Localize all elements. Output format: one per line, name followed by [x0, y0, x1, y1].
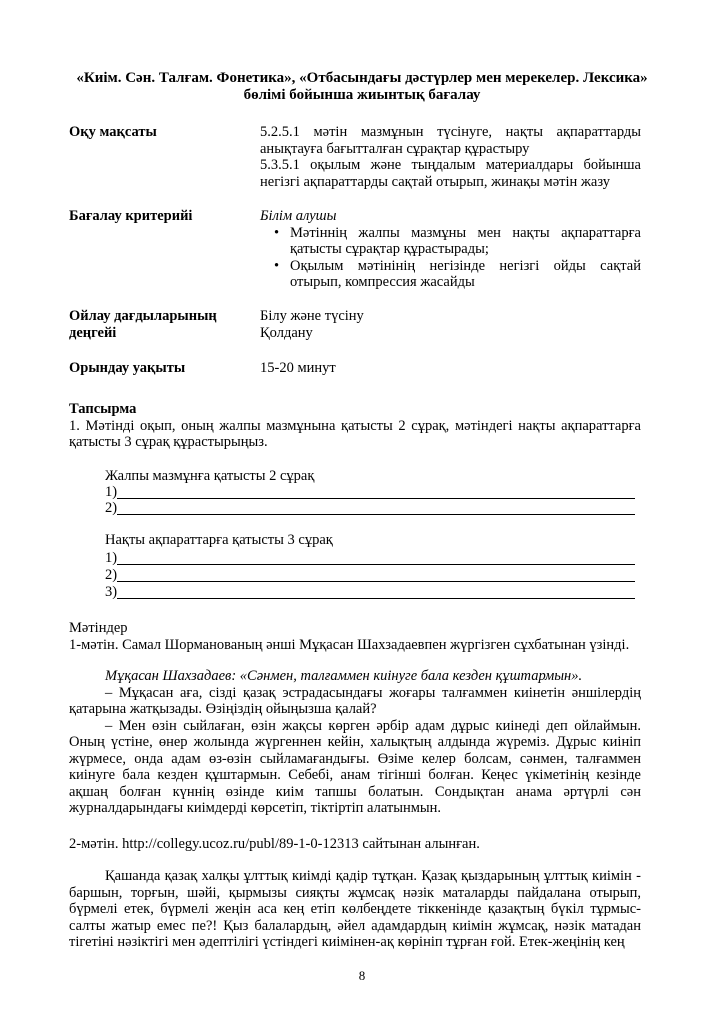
answer-line[interactable]: 2): [105, 500, 635, 517]
thinking-content: [260, 308, 641, 341]
criteria-row: [69, 208, 641, 292]
task-text: 1. Мәтінді оқып, оның жалпы мазмұнына қатысты 2 сұрақ, мәтіндегі нақты ақпараттарға қатысты 3 сұрақ құрастырыңыз.: [69, 417, 641, 450]
specific-questions-heading: Нақты ақпараттарға қатысты 3 сұрақ: [105, 532, 333, 548]
objectives-row: [69, 124, 641, 190]
thinking-row: [69, 308, 641, 344]
task-heading: Тапсырма: [69, 401, 137, 417]
thinking-item: Білу және түсіну: [260, 308, 364, 324]
objective-item: 5.3.5.1 оқылым және тыңдалым материалдары бойынша негізгі ақпараттарды сақтай отырып, жинақы мәтін жазу: [260, 157, 641, 190]
text1-paragraph: – Мұқасан аға, сізді қазақ эстрадасындағы жоғары талғаммен киінетін әншілердің қатарына жатқызады. Өзіңіздің ойыңызша қалай?: [69, 684, 641, 717]
document-title: [60, 70, 664, 104]
title-line-1: «Киім. Сән. Талғам. Фонетика», «Отбасындағы дәстүрлер мен мерекелер. Лексика»: [76, 70, 648, 86]
text2-source: 2-мәтін. http://collegy.ucoz.ru/publ/89-1-0-12313 сайтынан алынған.: [69, 836, 480, 852]
answer-line[interactable]: 2): [105, 567, 635, 584]
general-questions-heading: Жалпы мазмұнға қатысты 2 сұрақ: [105, 468, 315, 484]
thinking-label: Ойлау дағдыларының деңгейі: [69, 308, 217, 341]
texts-heading: Мәтіндер: [69, 620, 128, 636]
objective-item: 5.2.5.1 мәтін мазмұнын түсінуге, нақты ақпараттарды анықтауға бағытталған сұрақтар құрастыру: [260, 124, 641, 157]
criteria-content: [260, 208, 641, 291]
time-value: 15-20 минут: [260, 360, 336, 376]
text1-body: [69, 668, 641, 817]
criteria-item: • Оқылым мәтінінің негізінде негізгі ойды сақтай отырып, компрессия жасайды: [260, 258, 641, 291]
criteria-intro: Білім алушы: [260, 208, 337, 224]
objectives-label: Оқу мақсаты: [69, 124, 157, 140]
objectives-content: [260, 124, 641, 190]
answer-line[interactable]: 3): [105, 584, 635, 601]
text1-source: 1-мәтін. Самал Шорманованың әнші Мұқасан Шахзадаевпен жүргізген сұхбатынан үзінді.: [69, 636, 630, 653]
time-row: [69, 360, 641, 378]
answer-line[interactable]: 1): [105, 550, 635, 567]
task-section: [69, 401, 641, 451]
criteria-label: Бағалау критерийі: [69, 208, 193, 224]
criteria-item: • Мәтіннің жалпы мазмұны мен нақты ақпараттарға қатысты сұрақтар құрастырады;: [260, 225, 641, 258]
text1-paragraph: – Мен өзін сыйлаған, өзін жақсы көрген әрбір адам дұрыс киінеді деп ойлаймын. Оның үстіне, өнер жолында жүргеннен кейін, халықтың алдында жүреміз. Дұрыс киініп жүрмесе, онда адам өз-өзін сыйламағандығы. Өзіме келер болсам, сәнмен, талғаммен киінуге бала кезден құштармын. Себебі, анам тігінші болған. Кеңес үкіметінің кезінде ақшаң болған күннің өзінде киім тапшы болатын. Сондықтан анама әртүрлі сән журналдарындағы киімдерді көрсетіп, тіктіртіп алатынмын.: [69, 717, 641, 816]
title-line-2: бөлімі бойынша жиынтық бағалау: [243, 87, 481, 103]
criteria-list: [260, 225, 641, 291]
answer-line[interactable]: 1): [105, 484, 635, 501]
page-number: 8: [358, 968, 366, 983]
text2-body: [69, 868, 641, 951]
text1-subtitle: Мұқасан Шахзадаев: «Сәнмен, талғаммен киінуге бала кезден құштармын».: [105, 668, 583, 684]
thinking-item: Қолдану: [260, 324, 313, 341]
text2-paragraph: Қашанда қазақ халқы ұлттық киімді қадір тұтқан. Қазақ қыздарының ұлттық киімін - баршын, торғын, шәйі, қырмызы сияқты жұмсақ нәзік маталарды пайдалана отырып, бүрмелі етек, бүрмелі жеңін аса кең етіп көлбеңдете тіккенінде қазақтың бүкіл тұрмыс-салты жатыр емес пе?! Қыз балалардың, әйел адамдардың киімін жұмсақ, нәзік матадан тігетіні нәзіктігі мен әдептілігі үстіндегі киімінен-ақ көрініп тұрған ғой. Етек-жеңінің кең: [69, 868, 641, 950]
time-label: Орындау уақыты: [69, 360, 186, 376]
texts-section: [69, 620, 641, 653]
